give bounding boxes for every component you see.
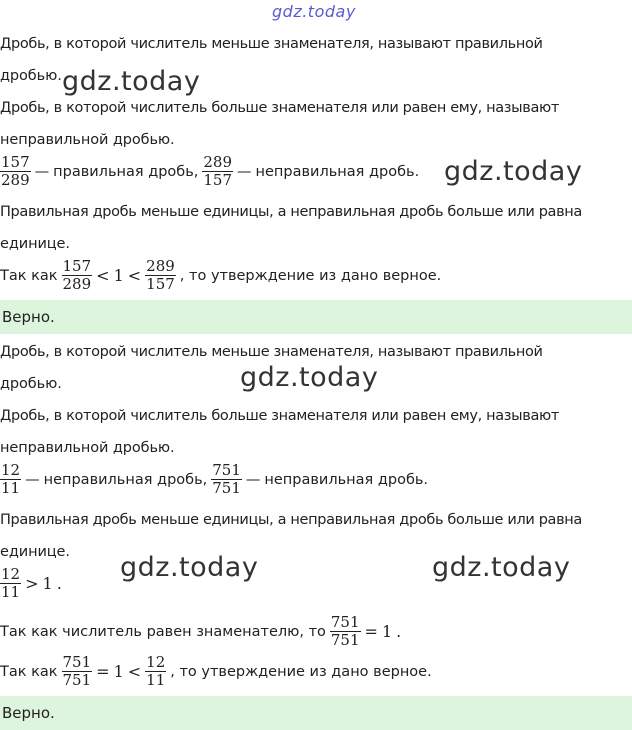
definition-proper-line2: дробью. bbox=[0, 376, 62, 392]
comparison-line-1: Так как $\frac{157}{289}$ < 1 < $\frac{289}{157}$ , то утверждение из дано верное. bbox=[0, 257, 442, 293]
rule-line1: Правильная дробь меньше единицы, а неправильная дробь больше или равна bbox=[0, 204, 582, 220]
definition-improper-line1: Дробь, в которой числитель больше знаменателя или равен ему, называют bbox=[0, 408, 559, 424]
rule-line1: Правильная дробь меньше единицы, а неправильная дробь больше или равна bbox=[0, 512, 582, 528]
fraction: $\frac{751}{751}$ bbox=[212, 461, 241, 497]
definition-proper-line1: Дробь, в которой числитель меньше знаменателя, называют правильной bbox=[0, 344, 543, 360]
watermark-top: gdz.today bbox=[272, 2, 356, 21]
fraction: $\frac{12}{11}$ bbox=[146, 653, 166, 689]
watermark: gdz.today bbox=[120, 552, 259, 583]
watermark: gdz.today bbox=[432, 552, 571, 583]
fraction: $\frac{12}{11}$ bbox=[1, 461, 21, 497]
definition-improper-line2: неправильной дробью. bbox=[0, 440, 175, 456]
watermark: gdz.today bbox=[240, 362, 379, 393]
inequality-line: $\frac{12}{11}$ > 1 . bbox=[1, 565, 62, 601]
fraction: $\frac{157}{289}$ bbox=[1, 153, 30, 189]
fraction: $\frac{751}{751}$ bbox=[62, 653, 92, 689]
answer-text: Верно. bbox=[2, 308, 55, 326]
watermark: gdz.today bbox=[62, 66, 201, 97]
comparison-line-2: Так как $\frac{751}{751}$ = 1 < $\frac{12}{11}$ , то утверждение из дано верное. bbox=[0, 653, 432, 689]
definition-proper-line1: Дробь, в которой числитель меньше знаменателя, называют правильной bbox=[0, 36, 543, 52]
rule-line2: единице. bbox=[0, 544, 70, 560]
example-line-2: $\frac{12}{11}$ — неправильная дробь, $\frac{751}{751}$ — неправильная дробь. bbox=[1, 461, 429, 497]
definition-improper-line2: неправильной дробью. bbox=[0, 132, 175, 148]
answer-text: Верно. bbox=[2, 704, 55, 722]
fraction: $\frac{289}{157}$ bbox=[203, 153, 233, 189]
definition-improper-line1: Дробь, в которой числитель больше знаменателя или равен ему, называют bbox=[0, 100, 559, 116]
example-line-1: $\frac{157}{289}$ — правильная дробь, $\frac{289}{157}$ — неправильная дробь. bbox=[1, 153, 420, 189]
equality-line: Так как числитель равен знаменателю, то $\frac{751}{751}$ = 1 . bbox=[0, 613, 402, 649]
watermark: gdz.today bbox=[444, 156, 583, 187]
answer-box bbox=[0, 300, 632, 334]
answer-box bbox=[0, 696, 632, 730]
fraction: $\frac{12}{11}$ bbox=[1, 565, 21, 601]
fraction: $\frac{289}{157}$ bbox=[146, 257, 175, 293]
definition-proper-line2: дробью. bbox=[0, 68, 62, 84]
rule-line2: единице. bbox=[0, 236, 70, 252]
fraction: $\frac{751}{751}$ bbox=[330, 613, 360, 649]
fraction: $\frac{157}{289}$ bbox=[62, 257, 92, 293]
